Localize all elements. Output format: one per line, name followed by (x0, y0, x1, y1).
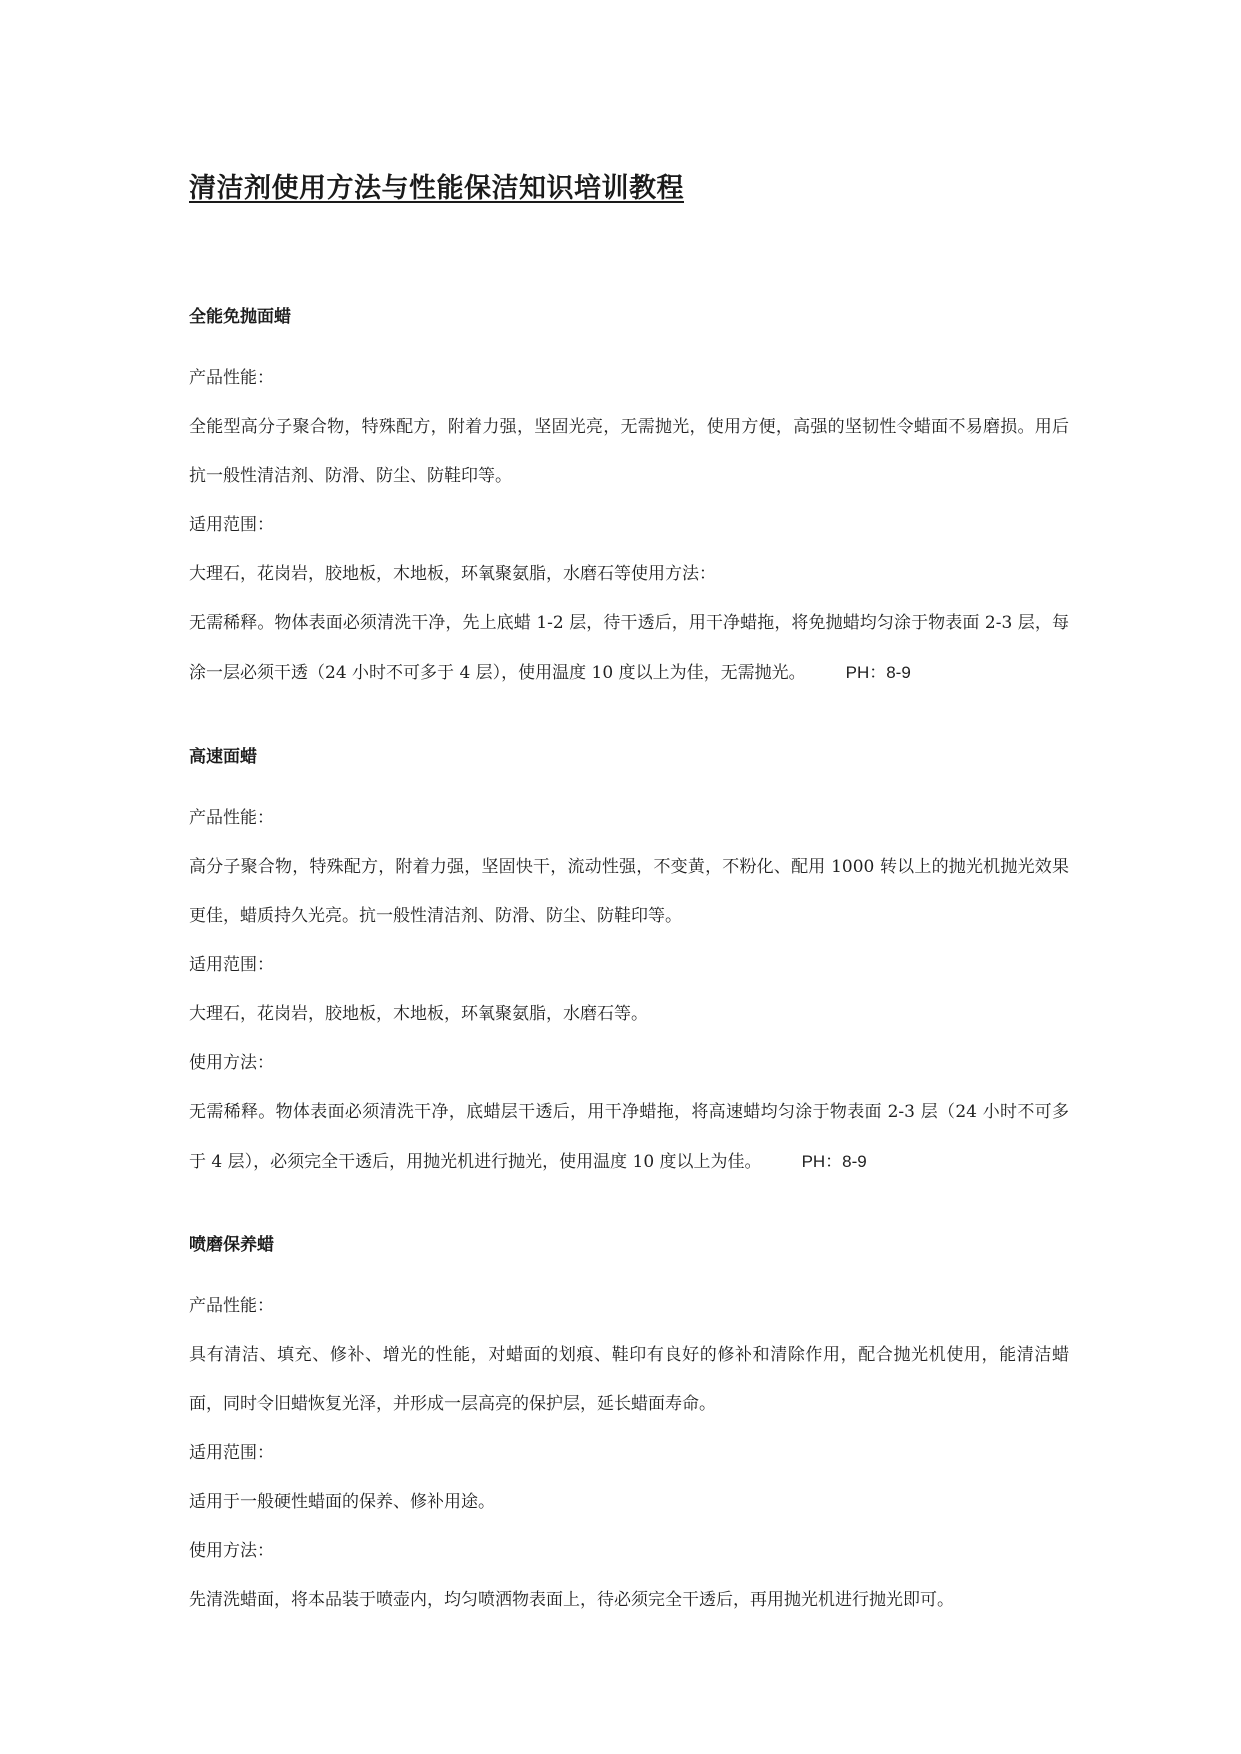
usage-label: 使用方法： (189, 1053, 274, 1073)
scope-text: 大理石，花岗岩，胶地板，木地板，环氧聚氨脂，水磨石等使用方法： (189, 564, 716, 584)
product-heading: 高速面蜡 (189, 747, 257, 767)
scope-text: 大理石，花岗岩，胶地板，木地板，环氧聚氨脂，水磨石等。 (189, 1004, 648, 1024)
scope-label: 适用范围： (189, 1443, 274, 1463)
scope-label: 适用范围： (189, 515, 274, 535)
performance-label: 产品性能： (189, 368, 274, 388)
document-title: 清洁剂使用方法与性能保洁知识培训教程 (189, 173, 684, 204)
performance-text: 全能型高分子聚合物，特殊配方，附着力强，坚固光亮，无需抛光，使用方便，高强的坚韧性令蜡面不易磨损。用后抗一般性清洁剂、防滑、防尘、防鞋印等。 (189, 417, 1069, 486)
performance-label: 产品性能： (189, 808, 274, 828)
performance-text: 具有清洁、填充、修补、增光的性能，对蜡面的划痕、鞋印有良好的修补和清除作用，配合抛光机使用，能清洁蜡面，同时令旧蜡恢复光泽，并形成一层高亮的保护层，延长蜡面寿命。 (189, 1345, 1069, 1414)
usage-paragraph (189, 599, 1069, 698)
scope-text: 适用于一般硬性蜡面的保养、修补用途。 (189, 1492, 495, 1512)
product-section (189, 745, 1069, 1187)
ph-value: PH：8-9 (801, 1152, 867, 1171)
product-section (189, 305, 1069, 698)
product-heading: 喷磨保养蜡 (189, 1235, 274, 1255)
usage-text: 先清洗蜡面，将本品装于喷壶内，均匀喷洒物表面上，待必须完全干透后，再用抛光机进行抛光即可。 (189, 1590, 954, 1610)
product-section (189, 1233, 1069, 1625)
performance-label: 产品性能： (189, 1296, 274, 1316)
scope-label: 适用范围： (189, 955, 274, 975)
usage-text: 无需稀释。物体表面必须清洗干净，底蜡层干透后，用干净蜡拖，将高速蜡均匀涂于物表面 2-3 层（24 小时不可多于 4 层），必须完全干透后，用抛光机进行抛光，使用温度 10 度以上为佳。 (189, 1102, 1069, 1172)
product-heading: 全能免抛面蜡 (189, 307, 291, 327)
performance-text: 高分子聚合物，特殊配方，附着力强，坚固快干，流动性强，不变黄，不粉化、配用 1000 转以上的抛光机抛光效果更佳，蜡质持久光亮。抗一般性清洁剂、防滑、防尘、防鞋印等。 (189, 857, 1069, 926)
usage-label: 使用方法： (189, 1541, 274, 1561)
usage-paragraph (189, 1088, 1069, 1187)
usage-text: 无需稀释。物体表面必须清洗干净，先上底蜡 1-2 层，待干透后，用干净蜡拖，将免抛蜡均匀涂于物表面 2-3 层，每涂一层必须干透（24 小时不可多于 4 层），使用温度 10 度以上为佳，无需抛光。 (189, 613, 1069, 683)
ph-value: PH：8-9 (845, 663, 911, 682)
